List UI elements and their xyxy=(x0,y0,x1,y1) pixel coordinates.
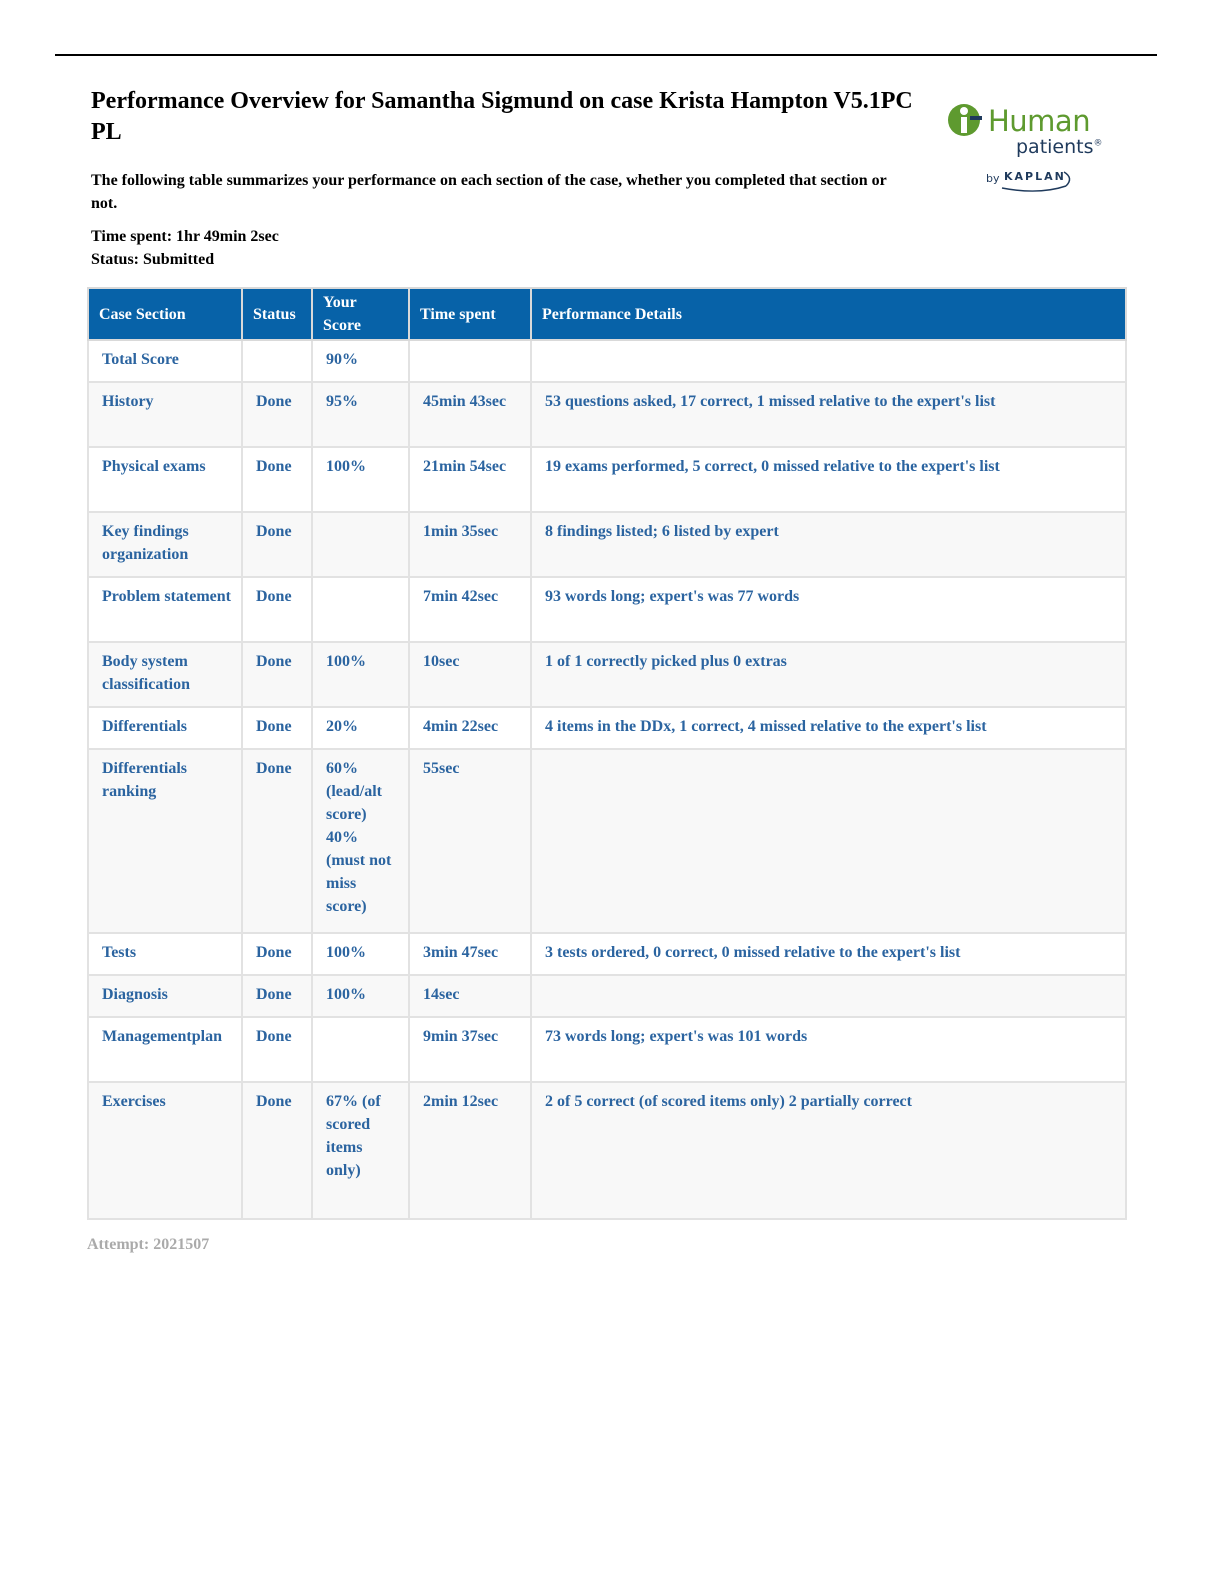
column-header-your-score: Your Score xyxy=(312,288,409,340)
cell-status: Done xyxy=(242,975,312,1017)
cell-time: 1min 35sec xyxy=(409,512,531,577)
table-row-problem-statement xyxy=(88,577,1126,642)
column-header-time-spent: Time spent xyxy=(409,288,531,340)
table-row-management-plan xyxy=(88,1017,1126,1082)
cell-time: 45min 43sec xyxy=(409,382,531,447)
cell-details xyxy=(531,749,1126,933)
table-row-differentials xyxy=(88,707,1126,749)
cell-section: Managementplan xyxy=(88,1017,242,1082)
cell-status: Done xyxy=(242,1017,312,1082)
cell-status: Done xyxy=(242,707,312,749)
logo-patients-text: patients® xyxy=(1016,136,1103,158)
cell-time: 2min 12sec xyxy=(409,1082,531,1219)
page-subtitle: The following table summarizes your performance on each section of the case, whether you completed that section or not. xyxy=(91,172,887,212)
cell-score: 67% (of scored items only) xyxy=(312,1082,409,1219)
cell-status: Done xyxy=(242,1082,312,1219)
cell-score: 100% xyxy=(312,975,409,1017)
ihuman-logo xyxy=(944,98,1114,198)
cell-status: Done xyxy=(242,447,312,512)
cell-score: 100% xyxy=(312,933,409,975)
cell-score: 100% xyxy=(312,447,409,512)
cell-status: Done xyxy=(242,642,312,707)
cell-details: 4 items in the DDx, 1 correct, 4 missed relative to the expert's list xyxy=(531,707,1126,749)
cell-time: 10sec xyxy=(409,642,531,707)
cell-time: 55sec xyxy=(409,749,531,933)
cell-section: Total Score xyxy=(88,340,242,382)
cell-time: 14sec xyxy=(409,975,531,1017)
cell-score: 90% xyxy=(312,340,409,382)
cell-section: Exercises xyxy=(88,1082,242,1219)
table-row-key-findings xyxy=(88,512,1126,577)
table-row-diagnosis xyxy=(88,975,1126,1017)
logo-kaplan-text: KAPLAN xyxy=(1004,170,1066,183)
cell-score xyxy=(312,1017,409,1082)
page-title: Performance Overview for Samantha Sigmund on case Krista Hampton V5.1PC PL xyxy=(91,88,913,145)
attempt-footer: Attempt: 2021507 xyxy=(87,1236,210,1253)
logo-human-text: Human xyxy=(988,104,1091,138)
table-header-row xyxy=(88,288,1126,340)
cell-section: Diagnosis xyxy=(88,975,242,1017)
table-row-total-score xyxy=(88,340,1126,382)
cell-details: 53 questions asked, 17 correct, 1 missed relative to the expert's list xyxy=(531,382,1126,447)
logo-by-text: by xyxy=(986,172,1000,185)
cell-status: Done xyxy=(242,749,312,933)
cell-section: Key findings organization xyxy=(88,512,242,577)
cell-score: 20% xyxy=(312,707,409,749)
cell-details: 3 tests ordered, 0 correct, 0 missed relative to the expert's list xyxy=(531,933,1126,975)
cell-section: History xyxy=(88,382,242,447)
cell-section: Differentials ranking xyxy=(88,749,242,933)
cell-time: 21min 54sec xyxy=(409,447,531,512)
cell-status xyxy=(242,340,312,382)
cell-score xyxy=(312,577,409,642)
cell-score: 95% xyxy=(312,382,409,447)
table-row-differentials-ranking xyxy=(88,749,1126,933)
table-row-history xyxy=(88,382,1126,447)
cell-time: 4min 22sec xyxy=(409,707,531,749)
performance-table xyxy=(87,287,1127,1220)
cell-details: 1 of 1 correctly picked plus 0 extras xyxy=(531,642,1126,707)
top-rule xyxy=(55,54,1157,56)
table-row-tests xyxy=(88,933,1126,975)
cell-details: 73 words long; expert's was 101 words xyxy=(531,1017,1126,1082)
table-row-exercises xyxy=(88,1082,1126,1219)
cell-details: 19 exams performed, 5 correct, 0 missed relative to the expert's list xyxy=(531,447,1126,512)
cell-time xyxy=(409,340,531,382)
cell-section: Problem statement xyxy=(88,577,242,642)
cell-score: 100% xyxy=(312,642,409,707)
cell-details xyxy=(531,975,1126,1017)
cell-section: Physical exams xyxy=(88,447,242,512)
time-spent-total: Time spent: 1hr 49min 2sec xyxy=(91,228,279,245)
cell-details xyxy=(531,340,1126,382)
cell-details: 93 words long; expert's was 77 words xyxy=(531,577,1126,642)
table-row-body-system xyxy=(88,642,1126,707)
cell-status: Done xyxy=(242,382,312,447)
cell-time: 7min 42sec xyxy=(409,577,531,642)
table-row-physical-exams xyxy=(88,447,1126,512)
cell-status: Done xyxy=(242,933,312,975)
column-header-case-section: Case Section xyxy=(88,288,242,340)
column-header-status: Status xyxy=(242,288,312,340)
cell-details: 2 of 5 correct (of scored items only) 2 partially correct xyxy=(531,1082,1126,1219)
cell-status: Done xyxy=(242,577,312,642)
cell-time: 3min 47sec xyxy=(409,933,531,975)
cell-section: Body system classification xyxy=(88,642,242,707)
cell-time: 9min 37sec xyxy=(409,1017,531,1082)
summary-meta xyxy=(91,225,279,271)
column-header-performance-details: Performance Details xyxy=(531,288,1126,340)
cell-score: 60% (lead/alt score) 40% (must not miss score) xyxy=(312,749,409,933)
cell-section: Differentials xyxy=(88,707,242,749)
cell-details: 8 findings listed; 6 listed by expert xyxy=(531,512,1126,577)
kaplan-swoosh-icon xyxy=(944,98,1114,198)
cell-score xyxy=(312,512,409,577)
submission-status: Status: Submitted xyxy=(91,251,215,268)
cell-status: Done xyxy=(242,512,312,577)
cell-section: Tests xyxy=(88,933,242,975)
